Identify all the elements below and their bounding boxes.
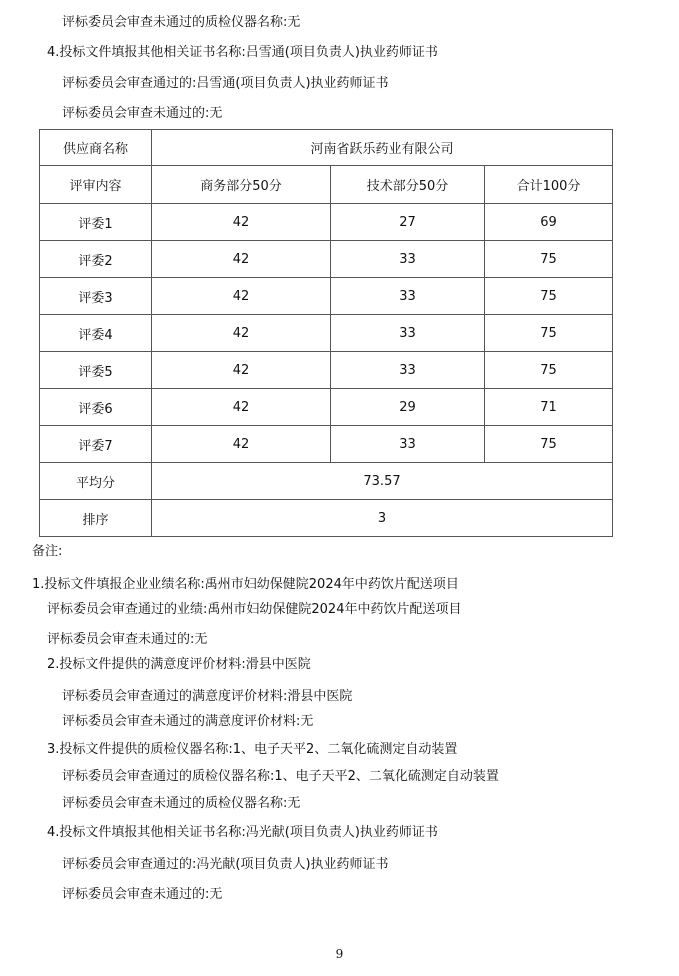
header-row: [40, 166, 613, 204]
notes-line: 4.投标文件填报其他相关证书名称:冯光献(项目负责人)执业药师证书: [47, 825, 438, 840]
prev-certificate-item: 4.投标文件填报其他相关证书名称:吕雪通(项目负责人)执业药师证书: [47, 45, 438, 60]
notes-line: 评标委员会审查未通过的:无: [62, 887, 223, 902]
rank-value: 3: [152, 500, 613, 537]
table-row: [40, 204, 613, 241]
business-score: 42: [152, 278, 331, 315]
score-table: [39, 129, 613, 537]
judge-cell: 评委4: [40, 315, 152, 352]
technical-score: 33: [331, 352, 485, 389]
business-score: 42: [152, 241, 331, 278]
supplier-name: 河南省跃乐药业有限公司: [152, 130, 613, 166]
table-row: [40, 241, 613, 278]
average-label: 平均分: [40, 463, 152, 500]
technical-score: 33: [331, 241, 485, 278]
technical-score: 33: [331, 315, 485, 352]
notes-line: 评标委员会审查未通过的:无: [47, 632, 208, 647]
total-score: 75: [485, 315, 613, 352]
notes-line: 1.投标文件填报企业业绩名称:禹州市妇幼保健院2024年中药饮片配送项目: [32, 577, 459, 592]
table-row: [40, 352, 613, 389]
total-score: 71: [485, 389, 613, 426]
prev-certificate-approved: 评标委员会审查通过的:吕雪通(项目负责人)执业药师证书: [62, 76, 389, 91]
judge-cell: 评委1: [40, 204, 152, 241]
prev-unqualified-instruments: 评标委员会审查未通过的质检仪器名称:无: [62, 15, 301, 30]
notes-line: 评标委员会审查通过的满意度评价材料:滑县中医院: [62, 689, 353, 704]
technical-score: 33: [331, 426, 485, 463]
technical-score: 27: [331, 204, 485, 241]
supplier-label: 供应商名称: [40, 130, 152, 166]
notes-line: 3.投标文件提供的质检仪器名称:1、电子天平2、二氧化硫测定自动装置: [47, 742, 458, 757]
business-score: 42: [152, 315, 331, 352]
table-row: [40, 389, 613, 426]
business-score: 42: [152, 204, 331, 241]
total-score: 75: [485, 241, 613, 278]
rank-row: [40, 500, 613, 537]
notes-line: 评标委员会审查通过的业绩:禹州市妇幼保健院2024年中药饮片配送项目: [47, 602, 462, 617]
notes-heading: 备注:: [32, 544, 63, 559]
header-business: 商务部分50分: [152, 166, 331, 204]
judge-cell: 评委3: [40, 278, 152, 315]
header-technical: 技术部分50分: [331, 166, 485, 204]
judge-cell: 评委6: [40, 389, 152, 426]
notes-line: 评标委员会审查未通过的质检仪器名称:无: [62, 796, 301, 811]
notes-line: 评标委员会审查未通过的满意度评价材料:无: [62, 714, 314, 729]
header-review-content: 评审内容: [40, 166, 152, 204]
rank-label: 排序: [40, 500, 152, 537]
total-score: 69: [485, 204, 613, 241]
header-total: 合计100分: [485, 166, 613, 204]
total-score: 75: [485, 278, 613, 315]
supplier-row: [40, 130, 613, 166]
prev-certificate-rejected: 评标委员会审查未通过的:无: [62, 106, 223, 121]
business-score: 42: [152, 352, 331, 389]
business-score: 42: [152, 389, 331, 426]
total-score: 75: [485, 426, 613, 463]
notes-line: 2.投标文件提供的满意度评价材料:滑县中医院: [47, 657, 311, 672]
judge-cell: 评委5: [40, 352, 152, 389]
table-row: [40, 426, 613, 463]
judge-cell: 评委7: [40, 426, 152, 463]
technical-score: 33: [331, 278, 485, 315]
average-row: [40, 463, 613, 500]
technical-score: 29: [331, 389, 485, 426]
business-score: 42: [152, 426, 331, 463]
table-row: [40, 278, 613, 315]
judge-cell: 评委2: [40, 241, 152, 278]
total-score: 75: [485, 352, 613, 389]
notes-line: 评标委员会审查通过的质检仪器名称:1、电子天平2、二氧化硫测定自动装置: [62, 769, 499, 784]
table-row: [40, 315, 613, 352]
average-value: 73.57: [152, 463, 613, 500]
page-number: 9: [335, 947, 344, 961]
notes-line: 评标委员会审查通过的:冯光献(项目负责人)执业药师证书: [62, 857, 389, 872]
